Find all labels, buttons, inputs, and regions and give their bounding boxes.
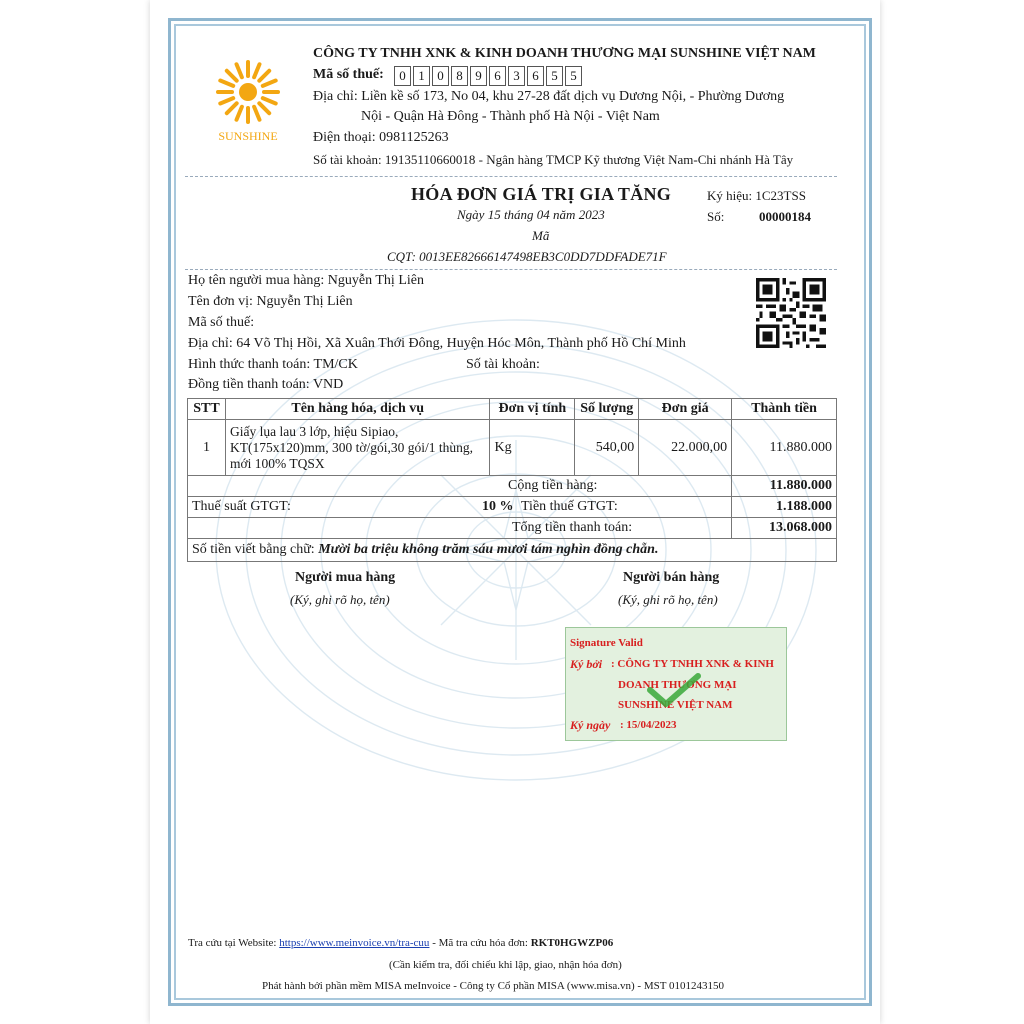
vat-rate: 10 % [482,499,514,514]
vat-amount-label: Tiền thuế GTGT: [521,499,618,514]
tax-digit: 9 [470,66,487,86]
signed-date-label: Ký ngày [570,718,611,732]
tax-digit: 6 [489,66,506,86]
vat-rate-label: Thuế suất GTGT: [192,499,291,514]
invoice-cqt-code: CQT: 0013EE82666147498EB3C0DD7DDFADE71F [387,249,667,264]
seller-account: Số tài khoản: 19135110660018 - Ngân hàng TMCP Kỹ thương Việt Nam-Chi nhánh Hà Tây [313,152,794,167]
seller-signature-note: (Ký, ghi rõ họ, tên) [618,592,718,607]
col-header: Đơn giá [639,399,732,420]
item-name: Giấy lụa lau 3 lớp, hiệu Sipiao, KT(175x120)mm, 300 tờ/gói,30 gói/1 thùng, mới 100% TQSX [225,420,489,476]
divider [185,269,837,270]
tax-digit: 3 [508,66,525,86]
seller-phone: Điện thoại: 0981125263 [313,130,449,145]
subtotal-row [188,476,837,497]
buyer-address: Địa chỉ: 64 Võ Thị Hồi, Xã Xuân Thới Đông, Huyện Hóc Môn, Thành phố Hồ Chí Minh [188,336,686,351]
buyer-currency: Đồng tiền thanh toán: VND [188,377,344,392]
invoice-date: Ngày 15 tháng 04 năm 2023 [457,207,605,222]
buyer-payment: Hình thức thanh toán: TM/CK [188,357,358,372]
total-row [188,518,837,539]
tax-digit: 0 [394,66,411,86]
signed-by-line1: : CÔNG TY TNHH XNK & KINH [611,658,774,670]
lookup-code: RKT0HGWZP06 [530,937,614,949]
vat-cell [188,497,732,518]
footer-issuer: Phát hành bởi phần mềm MISA meInvoice - Công ty Cổ phần MISA (www.misa.vn) - MST 0101243150 [262,980,724,992]
item-amount: 11.880.000 [732,420,837,476]
logo-text: SUNSHINE [218,129,278,143]
col-header: Tên hàng hóa, dịch vụ [225,399,489,420]
buyer-unit: Tên đơn vị: Nguyễn Thị Liên [188,294,353,309]
items-table [187,398,837,562]
signed-by-line2: DOANH THƯƠNG MẠI [618,679,737,691]
checkmark-icon [646,672,702,708]
vat-amount: 1.188.000 [732,497,837,518]
qr-code-icon [756,278,826,348]
sunshine-logo [212,58,284,148]
col-header: Đơn vị tính [490,399,575,420]
tax-digit: 8 [451,66,468,86]
seller-tax-code-label: Mã số thuế: [313,67,384,82]
buyer-signature-note: (Ký, ghi rõ họ, tên) [290,592,390,607]
lookup-url-link[interactable]: https://www.meinvoice.vn/tra-cuu [279,937,430,949]
item-unit: Kg [490,420,575,476]
seller-address-2: Nội - Quận Hà Đông - Thành phố Hà Nội - Việt Nam [361,109,660,124]
table-row [188,420,837,476]
item-stt: 1 [188,420,226,476]
seller-signature-title: Người bán hàng [623,570,720,585]
seller-address-1: Địa chỉ: Liền kề số 173, No 04, khu 27-28 đất dịch vụ Dương Nội, - Phường Dương [313,89,785,104]
item-price: 22.000,00 [639,420,732,476]
col-header: Số lượng [575,399,639,420]
tax-digit: 5 [565,66,582,86]
tax-digit: 6 [527,66,544,86]
tax-digit: 0 [432,66,449,86]
vat-row [188,497,837,518]
lookup-code-label: - Mã tra cứu hóa đơn: [432,937,528,949]
seller-company-name: CÔNG TY TNHH XNK & KINH DOANH THƯƠNG MẠI SUNSHINE VIỆT NAM [313,46,816,61]
divider [185,176,837,177]
subtotal-value: 11.880.000 [732,476,837,497]
signed-date: : 15/04/2023 [620,719,677,731]
buyer-account: Số tài khoản: [466,357,540,372]
words-value: Mười ba triệu không trăm sáu mươi tám nghìn đồng chẵn. [318,542,659,557]
total-value: 13.068.000 [732,518,837,539]
tax-digit: 5 [546,66,563,86]
lookup-line [188,937,613,949]
col-header: Thành tiền [732,399,837,420]
col-header: STT [188,399,226,420]
signature-valid: Signature Valid [570,637,643,649]
seller-tax-code [394,66,584,86]
buyer-signature-title: Người mua hàng [295,570,396,585]
signed-by-label: Ký bởi [570,657,603,671]
amount-in-words-row [188,539,837,562]
buyer-name: Họ tên người mua hàng: Nguyễn Thị Liên [188,273,424,288]
invoice-number-label: Số: [707,209,725,224]
item-qty: 540,00 [575,420,639,476]
buyer-tax-code: Mã số thuế: [188,315,255,330]
invoice-title: HÓA ĐƠN GIÁ TRỊ GIA TĂNG [411,184,672,204]
words-label: Số tiền viết bằng chữ: [192,542,315,557]
table-header-row [188,399,837,420]
signed-by-line3: SUNSHINE VIỆT NAM [618,699,733,711]
tax-digit: 1 [413,66,430,86]
lookup-prefix: Tra cứu tại Website: [188,937,277,949]
subtotal-label: Cộng tiền hàng: [188,476,732,497]
total-label: Tổng tiền thanh toán: [188,518,732,539]
invoice-ma-label: Mã [532,228,550,243]
footer-note: (Cần kiểm tra, đối chiếu khi lập, giao, nhận hóa đơn) [389,959,622,971]
words-cell [188,539,837,562]
invoice-symbol: Ký hiệu: 1C23TSS [707,188,806,203]
invoice-number: 00000184 [759,209,811,224]
